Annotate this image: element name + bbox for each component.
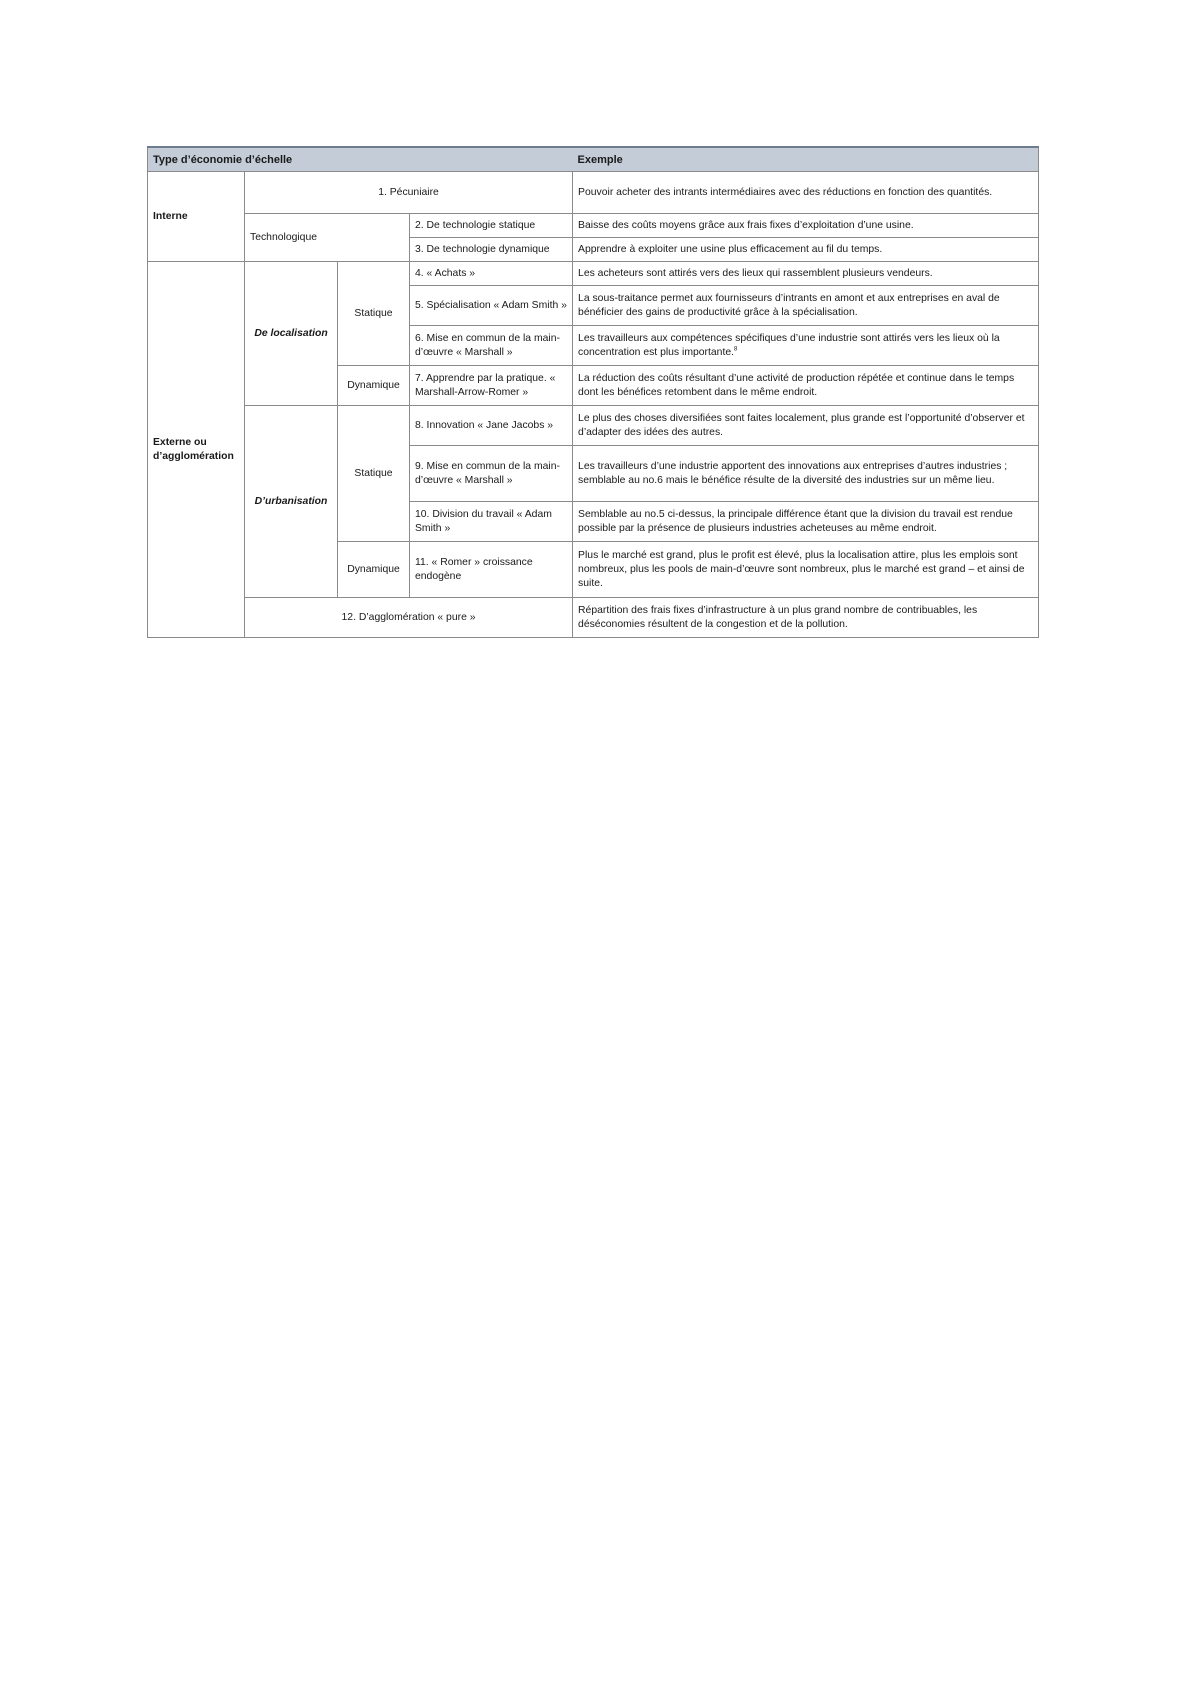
type-cell: 9. Mise en commun de la main-d’œuvre « Marshall » [410,446,573,502]
example-cell: La réduction des coûts résultant d’une activité de production répétée et continue dans le temps dont les bénéfices retombent dans le même endroit. [573,366,1039,406]
type-cell: 6. Mise en commun de la main-d’œuvre « Marshall » [410,326,573,366]
footnote-marker: 8 [734,346,738,353]
type-cell: 2. De technologie statique [410,214,573,238]
example-cell [573,326,1039,366]
example-text: Les travailleurs aux compétences spécifiques d’une industrie sont attirés vers les lieux où la concentration est plus importante. [578,332,1000,358]
dim-urb-statique: Statique [338,406,410,542]
group-interne: Interne [148,172,245,262]
example-cell: Le plus des choses diversifiées sont faites localement, plus grande est l’opportunité d’observer et d’adapter des idées des autres. [573,406,1039,446]
table-row [148,172,1039,214]
type-cell: 3. De technologie dynamique [410,238,573,262]
dim-loc-statique: Statique [338,262,410,366]
subgroup-urbanisation: D’urbanisation [245,406,338,598]
table-row [148,214,1039,238]
type-cell: 7. Apprendre par la pratique. « Marshall-Arrow-Romer » [410,366,573,406]
economies-of-scale-table [147,146,1039,638]
example-cell: Plus le marché est grand, plus le profit est élevé, plus la localisation attire, plus les emplois sont nombreux, plus les pools de main-d’œuvre sont nombreux, plus le marché est grand – et ainsi de suite. [573,542,1039,598]
example-cell: Les travailleurs d’une industrie apportent des innovations aux entreprises d’autres industries ; semblable au no.6 mais le bénéfice résulte de la diversité des industries sur un même lieu. [573,446,1039,502]
example-cell: Apprendre à exploiter une usine plus efficacement au fil du temps. [573,238,1039,262]
table-row [148,406,1039,446]
table-row [148,598,1039,638]
table-row [148,262,1039,286]
type-cell: 5. Spécialisation « Adam Smith » [410,286,573,326]
dim-urb-dynamique: Dynamique [338,542,410,598]
type-cell: 11. « Romer » croissance endogène [410,542,573,598]
type-cell: 8. Innovation « Jane Jacobs » [410,406,573,446]
table-header-row [148,147,1039,172]
header-type: Type d’économie d’échelle [148,147,573,172]
example-cell: Baisse des coûts moyens grâce aux frais fixes d’exploitation d’une usine. [573,214,1039,238]
type-cell: 1. Pécuniaire [245,172,573,214]
header-example: Exemple [573,147,1039,172]
example-cell: La sous-traitance permet aux fournisseurs d’intrants en amont et aux entreprises en aval de bénéficier des gains de productivité grâce à la spécialisation. [573,286,1039,326]
example-cell: Semblable au no.5 ci-dessus, la principale différence étant que la division du travail est rendue possible par la présence de plusieurs industries acheteuses au même endroit. [573,502,1039,542]
type-cell: 12. D’agglomération « pure » [245,598,573,638]
example-cell: Pouvoir acheter des intrants intermédiaires avec des réductions en fonction des quantités. [573,172,1039,214]
example-cell: Les acheteurs sont attirés vers des lieux qui rassemblent plusieurs vendeurs. [573,262,1039,286]
group-externe: Externe ou d’agglomération [148,262,245,638]
subgroup-technologique: Technologique [245,214,410,262]
subgroup-localisation: De localisation [245,262,338,406]
example-cell: Répartition des frais fixes d’infrastructure à un plus grand nombre de contribuables, les déséconomies résultent de la congestion et de la pollution. [573,598,1039,638]
type-cell: 10. Division du travail « Adam Smith » [410,502,573,542]
type-cell: 4. « Achats » [410,262,573,286]
dim-loc-dynamique: Dynamique [338,366,410,406]
